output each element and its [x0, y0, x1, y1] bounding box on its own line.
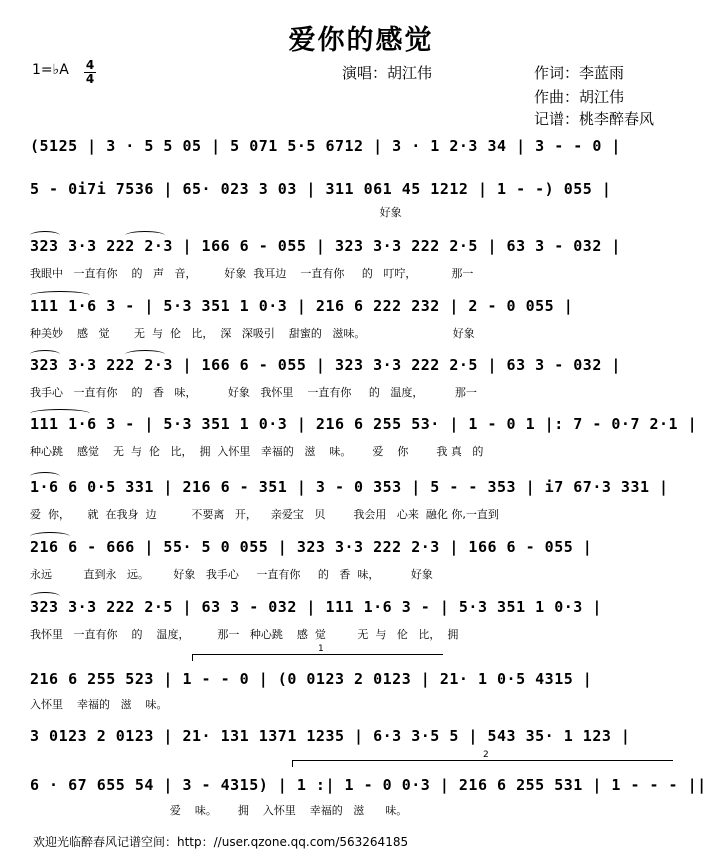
row-notes: 216 6 255 523 | 1 - - 0 | (0 0123 2 0123 | 21· 1 0·5 4315 |	[30, 670, 593, 688]
time-signature-top: 4	[85, 58, 95, 72]
row-lyrics: 永远 直到永 远。 好象 我手心 一直有你 的 香 味， 好象	[30, 568, 433, 581]
row-notes: (5125 | 3 · 5 5 05 | 5 071 5·5 6712 | 3 · 1 2·3 34 | 3 - - 0 |	[30, 137, 621, 155]
row-lyrics: 我眼中 一直有你 的 声 音， 好象 我耳边 一直有你 的 叮咛， 那一	[30, 267, 474, 280]
singer-credit: 演唱：胡江伟	[342, 64, 433, 82]
row-lyrics: 种美妙 感 觉 无 与 伦 比， 深 深吸引 甜蜜的 滋味。 好象	[30, 327, 475, 340]
footer-link-text: 欢迎光临醉春风记谱空间：http：//user.qzone.qq.com/563264185	[33, 835, 409, 849]
row-lyrics: 入怀里 幸福的 滋 味。	[30, 698, 168, 711]
row-notes: 323 3·3 222 2·3 | 166 6 - 055 | 323 3·3 222 2·5 | 63 3 - 032 |	[30, 356, 621, 374]
row-notes: 323 3·3 222 2·3 | 166 6 - 055 | 323 3·3 222 2·5 | 63 3 - 032 |	[30, 237, 621, 255]
row-lyrics: 我怀里 一直有你 的 温度， 那一 种心跳 感 觉 无 与 伦 比， 拥	[30, 628, 459, 641]
time-signature-bottom: 4	[85, 72, 95, 86]
row-notes: 6 · 67 655 54 | 3 - 4315) | 1 :| 1 - 0 0·3 | 216 6 255 531 | 1 - - - ||	[30, 776, 707, 794]
row-notes: 3 0123 2 0123 | 21· 131 1371 1235 | 6·3 3·5 5 | 543 35· 1 123 |	[30, 727, 631, 745]
row-notes: 323 3·3 222 2·5 | 63 3 - 032 | 111 1·6 3 - | 5·3 351 1 0·3 |	[30, 598, 602, 616]
row-notes: 1·6 6 0·5 331 | 216 6 - 351 | 3 - 0 353 | 5 - - 353 | i7 67·3 331 |	[30, 478, 669, 496]
row-lyrics: 种心跳 感觉 无 与 伦 比， 拥 入怀里 幸福的 滋 味。 爱 你 我 真 的	[30, 445, 484, 458]
row-notes: 111 1·6 3 - | 5·3 351 1 0·3 | 216 6 255 53· | 1 - 0 1 |: 7 - 0·7 2·1 |	[30, 415, 698, 433]
lyricist-credit: 作词：李蓝雨	[534, 64, 625, 82]
transcriber-credit: 记谱：桃李醉春风	[534, 110, 655, 128]
row-notes: 111 1·6 3 - | 5·3 351 1 0·3 | 216 6 222 232 | 2 - 0 055 |	[30, 297, 574, 315]
row-lyrics: 我手心 一直有你 的 香 味， 好象 我怀里 一直有你 的 温度， 那一	[30, 386, 477, 399]
composer-credit: 作曲：胡江伟	[534, 88, 625, 106]
row-lyrics: 爱 味。 拥 入怀里 幸福的 滋 味。	[30, 804, 408, 817]
row-notes: 216 6 - 666 | 55· 5 0 055 | 323 3·3 222 2·3 | 166 6 - 055 |	[30, 538, 593, 556]
key-signature: 1=♭A	[32, 62, 69, 78]
volta-bracket-2: 2	[292, 760, 673, 767]
row-lyrics: 爱 你， 就 在我身 边 不要离 开， 亲爱宝 贝 我会用 心来 融化 你,一直到	[30, 508, 499, 521]
row-notes: 5 - 0i7i 7536 | 65· 023 3 03 | 311 061 45 1212 | 1 - -) 055 |	[30, 180, 612, 198]
volta-bracket-1: 1	[192, 654, 443, 661]
song-title: 爱你的感觉	[288, 25, 434, 56]
row-lyrics: 好象	[30, 206, 402, 219]
